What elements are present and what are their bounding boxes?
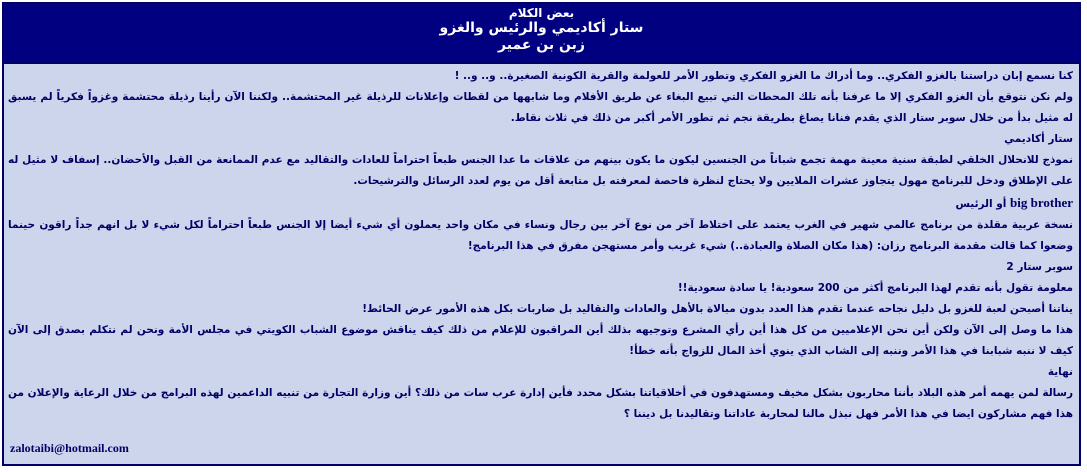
section-label: بعض الكلام	[508, 6, 575, 20]
author-email[interactable]: zalotaibi@hotmail.com	[10, 441, 129, 455]
subheading-big-brother	[8, 192, 1073, 215]
subheading-super-star: سوبر ستار 2	[1006, 261, 1073, 273]
paragraph: كنا نسمع إبان دراستنا بالغزو الفكري.. وما أدراك ما الغزو الفكري وتطور الأمر للعولمة والقرية الكونية الصغيرة.. و.. و.. !	[454, 70, 1073, 82]
big-brother-english: big brother	[1010, 195, 1073, 210]
article-title: ستار أكاديمي والرئيس والغزو	[439, 20, 644, 36]
paragraph: يناتنا أصبحن لعبة للغزو بل دليل نجاحه عندما تقدم هذا العدد بدون مبالاة بالأهل والعادات والتقاليد بل ضاربات بكل هذه الأمور عرض الحائط!	[362, 303, 1073, 315]
article-header	[4, 4, 1079, 64]
subheading-star-academy: ستار أكاديمي	[1004, 133, 1073, 145]
big-brother-suffix: أو الرئيس	[955, 198, 1011, 210]
article-frame	[2, 2, 1081, 466]
paragraph: ولم نكن نتوقع بأن الغزو الفكري إلا ما عرفنا بأنه تلك المحطات التي تبيع البغاء عن طريق الأفلام وما شابهها من لقطات وإعلانات للرذيلة غير المحتشمة.. ولكننا الآن رأينا رذيلة محتشمة وغزواً فكرياً لم يسبق له مثيل بدأ من خلال سوبر ستار الذي يقدم فنانا يصاغ بطريقة نجم ثم تطور الأمر أكبر من ذلك في ثلاث نقاط.	[8, 91, 1073, 124]
paragraph: رسالة لمن يهمه أمر هذه البلاد بأننا محاربون بشكل مخيف ومستهدفون في أخلاقياتنا بشكل محدد فأين إدارة عرب سات من ذلك؟ أين وزارة التجارة من تنبيه الداعمين لهذه البرامج من خلال الرعاية والإعلان من هذا فهم مشاركون ايضا في هذا الأمر فهل نبذل مالنا لمحاربة عاداتنا وتقاليدنا بل ديننا ؟	[8, 387, 1073, 420]
subheading-ending: نهاية	[1047, 366, 1073, 378]
article-body	[4, 64, 1079, 425]
article-author: زبن بن عمير	[498, 37, 585, 53]
paragraph: معلومة تقول بأنه تقدم لهذا البرنامج أكثر من 200 سعودية! يا سادة سعودية!!	[677, 282, 1073, 294]
paragraph: هذا ما وصل إلى الآن ولكن أين نحن الإعلاميين من كل هذا أين رأي المشرع وتوجيهه بذلك أين المراقبون للإعلام من ذلك كيف يناقش موضوع الشباب الكويتي في مجلس الأمة ونحن لم نتكلم بصدق إلى الآن كيف لا ننبه شبابنا في هذا الأمر وننبه إلى الشاب الذي ينوي أخذ المال للزواج بأنه خطأ!	[8, 324, 1073, 357]
paragraph: نسخة عربية مقلدة من برنامج عالمي شهير في الغرب يعتمد على اختلاط آخر من نوع آخر بين رجال ونساء في مكان واحد يعملون أي شيء أيضا إلا الجنس طبعاً احتراماً لكل شيء لا بل انهم جداً راقون حينما وضعوا كما قالت مقدمة البرنامج رزان: (هذا مكان الصلاة والعبادة..) شيء غريب وأمر مستهجن مفرق في هذا البرنامج!	[8, 219, 1073, 252]
paragraph: نموذج للانحلال الخلقي لطبقة سنية معينة مهمة تجمع شباناً من الجنسين ليكون ما يكون بينهم من علاقات ما عدا الجنس طبعاً احتراماً للعادات والتقاليد مع عدم الممانعة من القبل والأحضان.. إسفاف لا مثيل له على الإطلاق ودخل للبرنامج مهول يتجاوز عشرات الملايين ولا يحتاج لنظرة فاحصة لمعرفته بل متابعة أقل من يوم لعدد الرسائل والترشيحات.	[8, 154, 1073, 187]
